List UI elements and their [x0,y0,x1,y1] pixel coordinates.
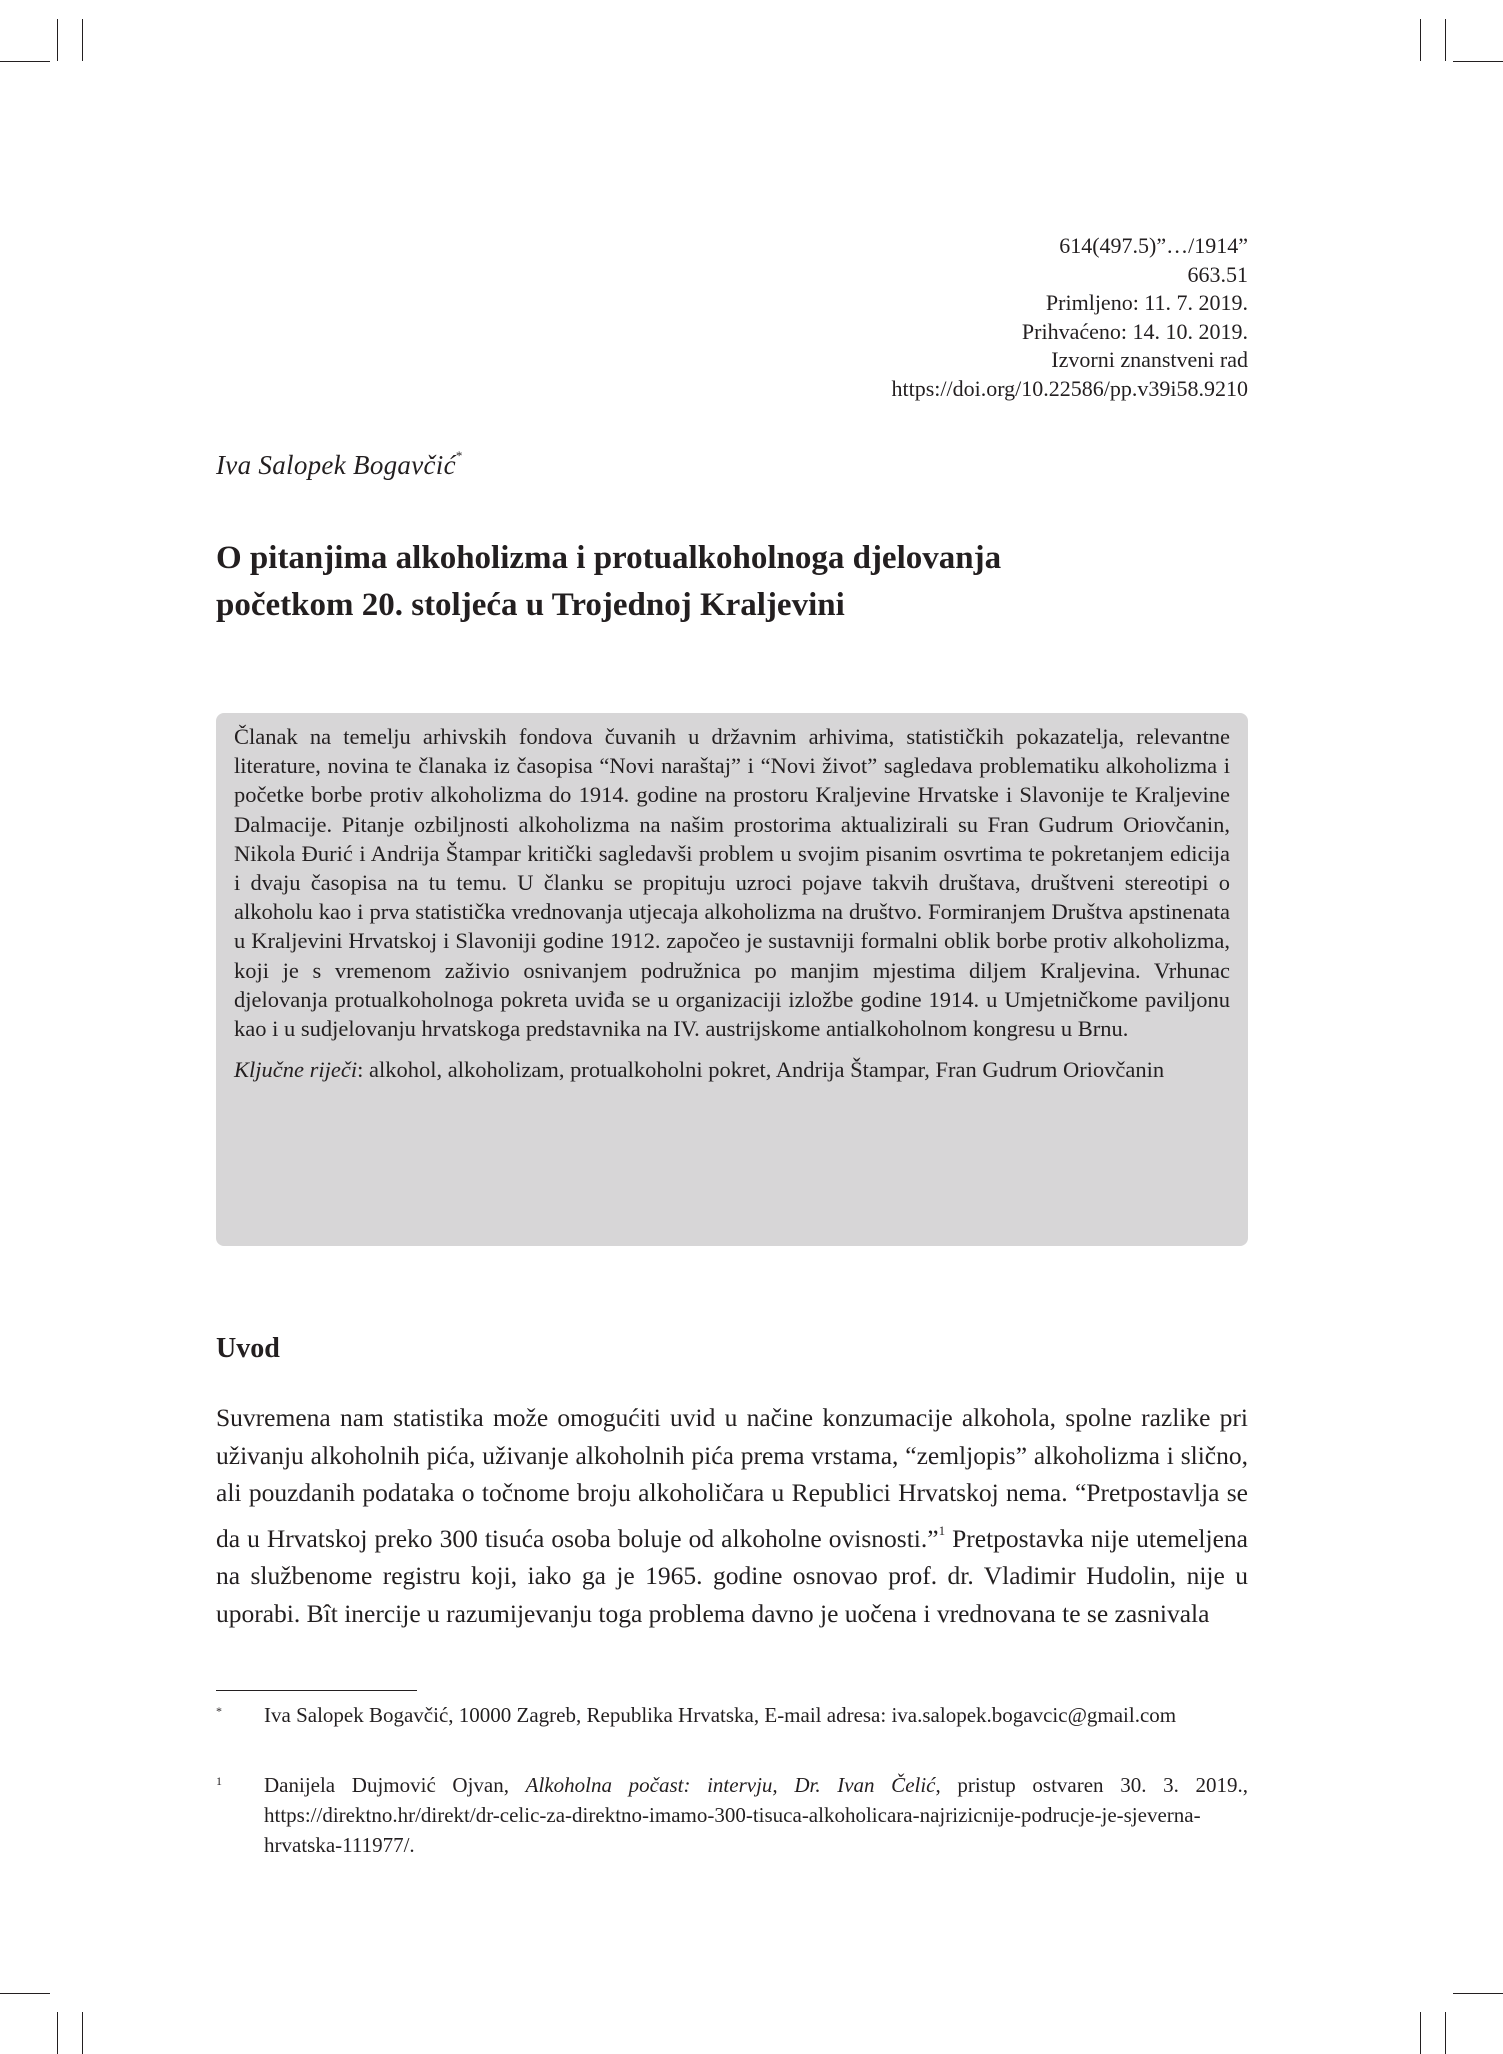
body-paragraph [216,1399,1248,1632]
footnote-text [264,1770,1248,1860]
crop-mark [57,19,58,61]
udc-code: 663.51 [1187,261,1248,287]
paragraph-text: Pretpostavka nije utemeljena na službenome registru koji, iako ga je 1965. godine osnovao prof. dr. Vladimir Hudolin, nije u uporabi. Bît inercije u razumijevanju toga problema davno je uočena i vrednovana te se zasnivala [216,1523,1248,1628]
udc-code: 614(497.5)”…/1914” [1059,233,1248,258]
keywords-list: : alkohol, alkoholizam, protualkoholni pokret, Andrija Štampar, Fran Gudrum Oriovčanin [357,1057,1165,1083]
crop-mark [1445,19,1446,61]
footnote-work-title: Alkoholna počast: intervju, Dr. Ivan Čelić [525,1773,936,1797]
footnote [216,1770,1248,1860]
accepted-date: Prihvaćeno: 14. 10. 2019. [1021,318,1248,344]
title-line: početkom 20. stoljeća u Trojednoj Kraljevini [216,587,845,623]
crop-mark [1445,2012,1446,2054]
footnote-marker: 1 [216,1774,222,1788]
author-line [216,448,463,481]
keywords-label: Ključne riječi [234,1057,358,1083]
paragraph-text: Suvremena nam statistika može omogućiti uvid u načine konzumacije alkohola, spolne razlike pri uživanju alkoholnih pića, uživanje alkoholnih pića prema vrstama, “zemljopis” alkoholizma i slično, ali pouzdanih podataka o točnome broju alkoholičara u Republici Hrvatskoj nema. “Pretpostavlja se da u Hrvatskoj preko 300 tisuća osoba boluje od alkoholne ovisnosti.” [216,1403,1248,1553]
crop-mark [1453,1993,1503,1994]
crop-mark [82,19,83,61]
section-heading: Uvod [216,1333,280,1364]
article-title [216,535,1266,629]
crop-mark [1420,19,1421,61]
article-metadata [891,232,1248,403]
article-type: Izvorni znanstveni rad [1051,347,1248,372]
crop-mark [1453,61,1503,62]
title-line: O pitanjima alkoholizma i protualkoholnoga djelovanja [216,540,1002,576]
crop-mark [82,2012,83,2054]
crop-mark [1420,2012,1421,2054]
footnote-divider [216,1690,417,1691]
author-name: Iva Salopek Bogavčić [216,450,456,480]
abstract-box [216,713,1248,1246]
footnote-author: Danijela Dujmović Ojvan, [264,1773,526,1797]
abstract-text: Članak na temelju arhivskih fondova čuvanih u državnim arhivima, statističkih pokazatelja, relevantne literature, novina te članaka iz časopisa “Novi naraštaj” i “Novi život” sagledava problematiku alkoholizma i početke borbe protiv alkoholizma do 1914. godine na prostoru Kraljevine Hrvatske i Slavonije te Kraljevine Dalmacije. Pitanje ozbiljnosti alkoholizma na našim prostorima aktualizirali su Fran Gudrum Oriovčanin, Nikola Đurić i Andrija Štampar kritički sagledavši problem u svojim pisanim osvrtima te pokretanjem edicija i dvaju časopisa na tu temu. U članku se propituju uzroci pojave takvih društava, društveni stereotipi o alkoholu kao i prva statistička vrednovanja utjecaja alkoholizma na društvo. Formiranjem Društva apstinenata u Kraljevini Hrvatskoj i Slavoniji godine 1912. započeo je sustavniji formalni oblik borbe protiv alkoholizma, koji je s vremenom zaživio osnivanjem podružnica po manjim mjestima diljem Kraljevina. Vrhunac djelovanja protualkoholnoga pokreta uviđa se u organizaciji izložbe godine 1914. u Umjetničkome paviljonu kao i u sudjelovanju hrvatskoga predstavnika na IV. austrijskome antialkoholnom kongresu u Brnu. [234,724,1230,1042]
crop-mark [57,2012,58,2054]
received-date: Primljeno: 11. 7. 2019. [1045,290,1248,315]
keywords [234,1055,1230,1084]
crop-mark [0,61,50,62]
footnote-marker: * [216,1704,222,1718]
crop-mark [0,1993,50,1994]
footnote-reference[interactable]: 1 [938,1522,946,1538]
author-footnote-marker[interactable]: * [455,448,463,463]
footnote-source[interactable]: , pristup ostvaren 30. 3. 2019., https://direktno.hr/direkt/dr-celic-za-direktno-imamo-300-tisuca-alkoholicara-najrizicnije-podrucje-je-sjeverna-hrvatska-111977/. [264,1773,1248,1857]
footnote [216,1700,1248,1730]
footnote-text: Iva Salopek Bogavčić, 10000 Zagreb, Republika Hrvatska, E-mail adresa: iva.salopek.bogavcic@gmail.com [264,1703,1177,1727]
doi-link[interactable]: https://doi.org/10.22586/pp.v39i58.9210 [891,375,1248,401]
